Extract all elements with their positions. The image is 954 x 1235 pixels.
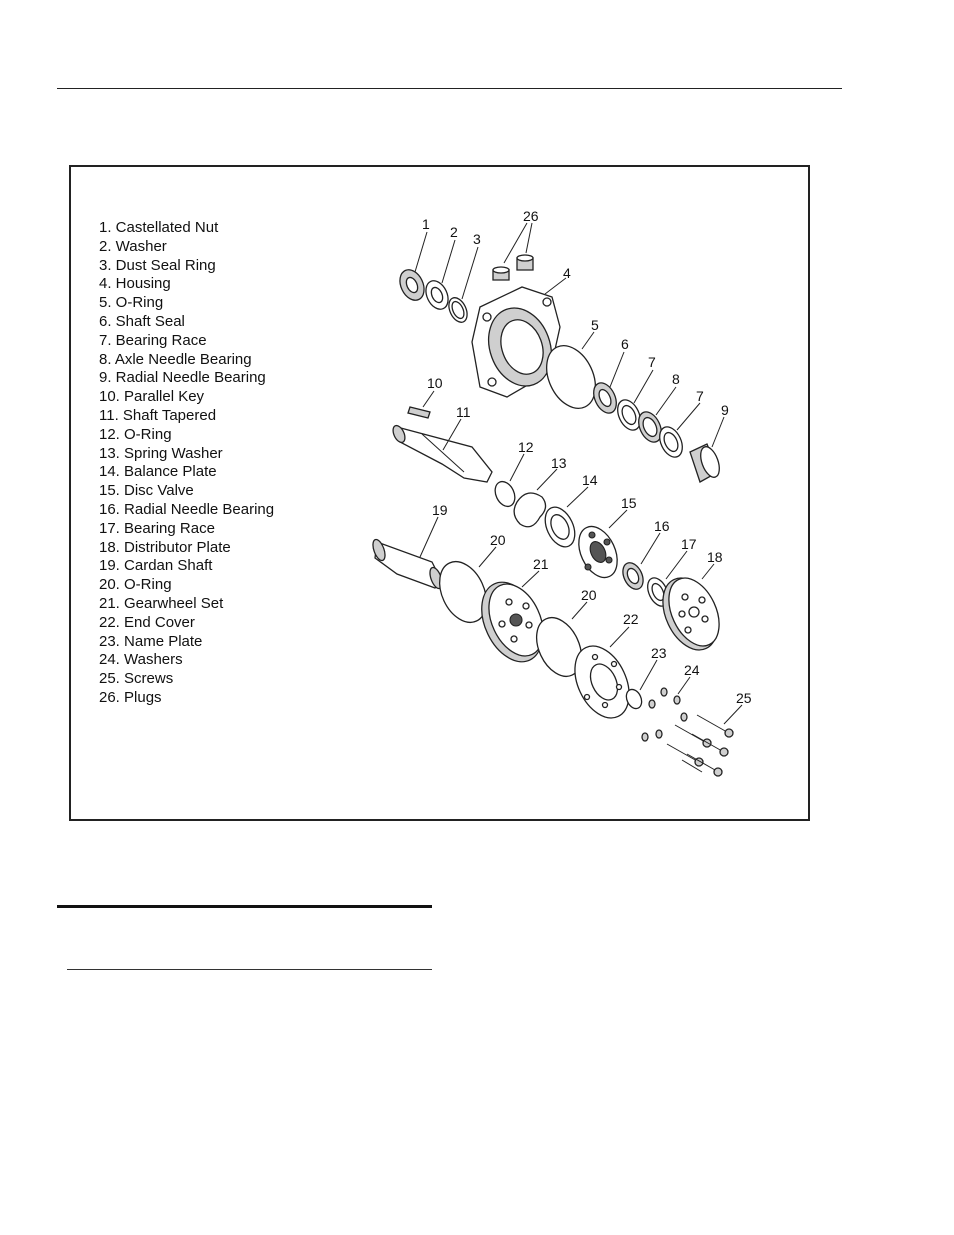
legend-item: 15. Disc Valve	[99, 482, 194, 500]
callout-label: 7	[696, 388, 704, 404]
legend-item: 14. Balance Plate	[99, 463, 217, 481]
part-radial-needle-bearing-9	[690, 444, 723, 482]
callout-label: 25	[736, 690, 752, 706]
callout-label: 4	[563, 265, 571, 281]
legend-item: 3. Dust Seal Ring	[99, 256, 216, 274]
legend-item: 7. Bearing Race	[99, 331, 207, 349]
legend-item: 8. Axle Needle Bearing	[99, 350, 252, 368]
callout-label: 11	[456, 404, 471, 420]
part-shaft-tapered	[391, 424, 492, 482]
legend-item: 26. Plugs	[99, 688, 162, 706]
callout-label: 16	[654, 518, 670, 534]
callout-label: 7	[648, 354, 656, 370]
part-radial-needle-bearing-16	[619, 560, 647, 593]
callout-label: 2	[450, 224, 458, 240]
part-o-ring-12	[491, 478, 518, 509]
legend-item: 20. O-Ring	[99, 576, 172, 594]
callout-label: 9	[721, 402, 729, 418]
callout-label: 8	[672, 371, 680, 387]
legend-item: 18. Distributor Plate	[99, 538, 231, 556]
callout-label: 5	[591, 317, 599, 333]
callout-label: 26	[523, 208, 539, 224]
callout-label: 20	[490, 532, 506, 548]
legend-item: 6. Shaft Seal	[99, 312, 185, 330]
part-plugs	[493, 255, 533, 280]
legend-item: 12. O-Ring	[99, 425, 172, 443]
legend-item: 23. Name Plate	[99, 632, 203, 650]
callout-label: 10	[427, 375, 443, 391]
legend-item: 16. Radial Needle Bearing	[99, 500, 275, 518]
part-cardan-shaft	[371, 538, 445, 590]
callout-label: 12	[518, 439, 534, 455]
callout-label: 19	[432, 502, 448, 518]
callout-label: 1	[422, 216, 430, 232]
legend-item: 10. Parallel Key	[99, 388, 205, 406]
callout-label: 14	[582, 472, 598, 488]
part-washers	[642, 688, 687, 741]
legend-item: 19. Cardan Shaft	[99, 557, 213, 575]
part-dust-seal-ring	[445, 295, 470, 325]
legend-item: 1. Castellated Nut	[99, 219, 219, 236]
callout-label: 15	[621, 495, 637, 511]
part-disc-valve	[571, 520, 625, 583]
section-rule-thick	[57, 905, 432, 908]
legend-item: 25. Screws	[99, 670, 174, 688]
section-rule-thin	[67, 969, 432, 970]
part-spring-washer	[514, 493, 545, 527]
callout-label: 13	[551, 455, 567, 471]
legend-item: 9. Radial Needle Bearing	[99, 369, 266, 387]
legend-item: 24. Washers	[99, 651, 183, 669]
callout-label: 21	[533, 556, 549, 572]
part-castellated-nut	[395, 266, 428, 304]
legend-item: 5. O-Ring	[99, 294, 164, 312]
callout-label: 24	[684, 662, 700, 678]
callout-label: 23	[651, 645, 667, 661]
callout-label: 6	[621, 336, 629, 352]
part-parallel-key	[408, 407, 430, 418]
header-rule	[57, 88, 842, 89]
callout-label: 3	[473, 231, 481, 247]
legend-item: 22. End Cover	[99, 613, 195, 631]
legend-item: 21. Gearwheel Set	[99, 594, 224, 612]
legend-item: 4. Housing	[99, 275, 171, 293]
legend-item: 17. Bearing Race	[99, 519, 215, 537]
legend-item: 11. Shaft Tapered	[99, 406, 217, 424]
exploded-drawing	[71, 167, 808, 819]
callout-label: 17	[681, 536, 697, 552]
callout-label: 22	[623, 611, 639, 627]
callout-label: 20	[581, 587, 597, 603]
callout-label: 18	[707, 549, 723, 565]
legend-item: 2. Washer	[99, 237, 167, 255]
legend-item: 13. Spring Washer	[99, 444, 223, 462]
part-washer	[422, 277, 453, 313]
part-screws	[667, 715, 733, 776]
exploded-view-figure	[69, 165, 810, 821]
